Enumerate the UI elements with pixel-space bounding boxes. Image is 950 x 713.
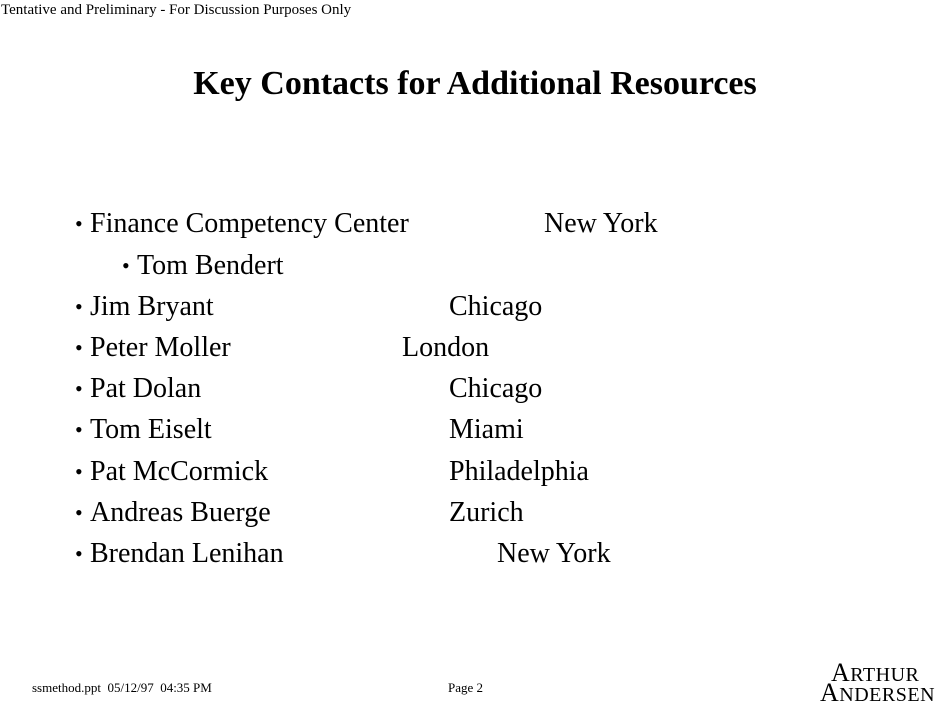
contact-city: Zurich [449, 497, 524, 528]
contact-name: Pat Dolan [90, 373, 202, 404]
bullet: • [75, 211, 83, 236]
logo-initial: A [820, 678, 840, 707]
header-disclaimer: Tentative and Preliminary - For Discussion Purposes Only [1, 2, 352, 18]
bullet: • [75, 500, 83, 525]
contact-city: Chicago [449, 291, 543, 322]
footer-file-info: ssmethod.ppt 05/12/97 04:35 PM [32, 680, 212, 695]
contact-city: New York [497, 538, 611, 569]
contact-name: Tom Eiselt [90, 414, 212, 445]
bullet: • [75, 417, 83, 442]
contact-city: London [402, 332, 490, 363]
contact-name: Brendan Lenihan [90, 538, 284, 569]
contact-city: Miami [449, 414, 524, 445]
bullet: • [75, 294, 83, 319]
logo-word: RTHUR [850, 664, 920, 686]
contact-name: Jim Bryant [90, 291, 214, 322]
contact-name: Finance Competency Center [90, 208, 409, 239]
logo-line-andersen [820, 678, 936, 708]
contact-name: Pat McCormick [90, 456, 269, 487]
slide-title: Key Contacts for Additional Resources [193, 65, 757, 102]
contact-name: Andreas Buerge [90, 497, 271, 528]
contact-city: Philadelphia [449, 456, 589, 487]
bullet: • [75, 335, 83, 360]
contact-name: Peter Moller [90, 332, 231, 363]
logo-word: NDERSEN [839, 684, 936, 706]
bullet: • [75, 541, 83, 566]
contact-city: Chicago [449, 373, 543, 404]
arthur-andersen-logo [818, 658, 940, 707]
logo-initial: A [831, 658, 851, 687]
bullet: • [75, 459, 83, 484]
bullet: • [122, 253, 130, 278]
contact-city: New York [544, 208, 658, 239]
footer-page-number: Page 2 [448, 680, 484, 695]
bullet: • [75, 376, 83, 401]
contact-name: Tom Bendert [137, 250, 284, 281]
